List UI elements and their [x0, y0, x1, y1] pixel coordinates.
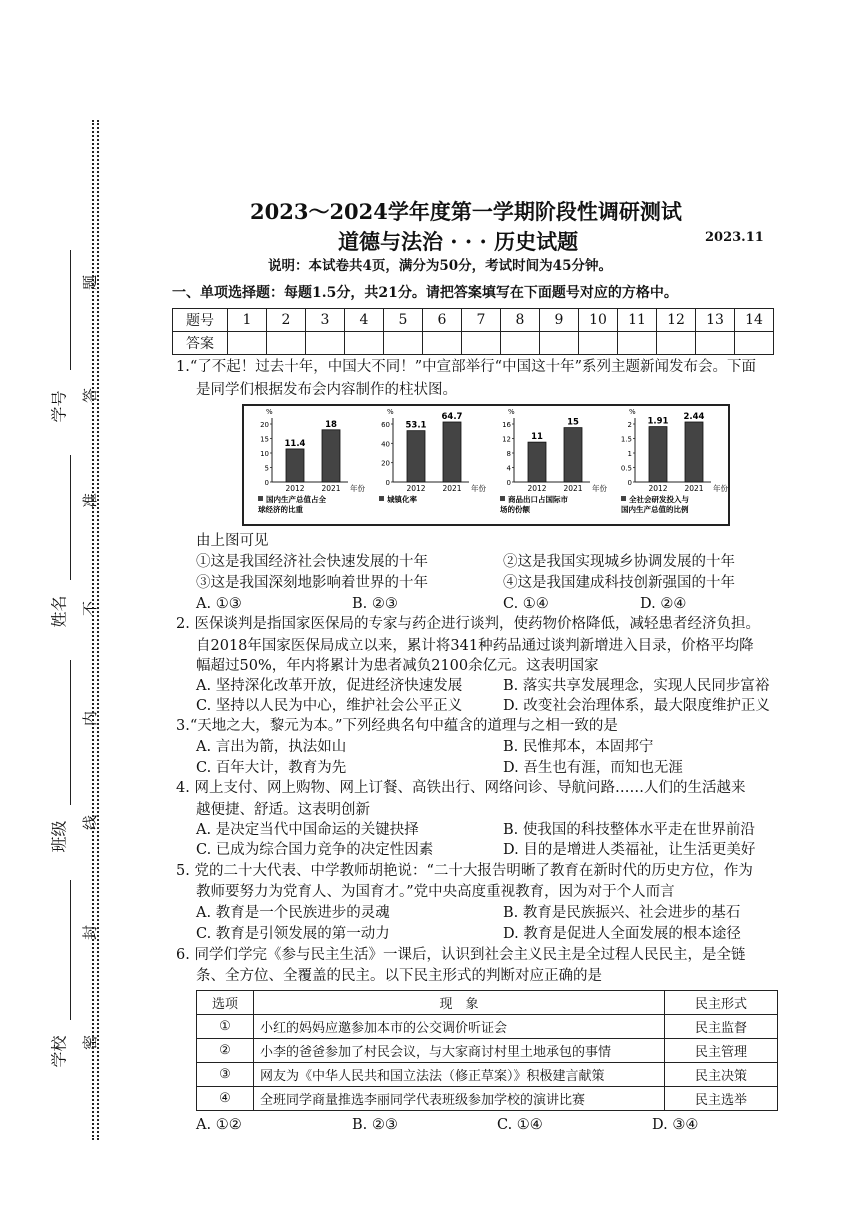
y-tick-label: 4	[506, 464, 511, 473]
field-school-label: 学校	[49, 1035, 69, 1068]
q6-header-phenomenon: 现 象	[254, 991, 665, 1015]
q1-statement-2: ②这是我国实现城乡协调发展的十年	[503, 554, 735, 570]
field-student-id-label: 学号	[49, 390, 69, 423]
x-axis-label: 年份	[350, 484, 365, 493]
q5-option-b[interactable]: B. 教育是民族振兴、社会进步的基石	[503, 905, 741, 921]
q2-option-c[interactable]: C. 坚持以人民为中心，维护社会公平正义	[196, 698, 463, 714]
q-number: 10	[579, 309, 618, 332]
bar	[564, 428, 582, 482]
row-phenomenon: 小红的妈妈应邀参加本市的公交调价听证会	[254, 1015, 665, 1039]
seal-char: 内	[81, 710, 100, 727]
field-class-label: 班级	[49, 820, 69, 853]
instructions: 说明：本试卷共4页，满分为50分，考试时间为45分钟。	[268, 258, 612, 274]
x-axis-label: 年份	[592, 484, 607, 493]
q-number: 12	[657, 309, 696, 332]
q2-option-a[interactable]: A. 坚持深化改革开放，促进经济快速发展	[196, 678, 463, 694]
school-blank[interactable]	[70, 880, 71, 1020]
bar	[443, 422, 461, 482]
student-id-blank[interactable]	[70, 250, 71, 370]
row-form: 民主选举	[665, 1087, 778, 1111]
q1-stem-line1: 1.“了不起！过去十年，中国大不同！”中宣部举行“中国这十年”系列主题新闻发布会。下面	[176, 359, 756, 375]
q3-option-c[interactable]: C. 百年大计，教育为先	[196, 760, 347, 776]
bar-value-label: 2.44	[683, 412, 705, 422]
q6-header-option: 选项	[197, 991, 254, 1015]
q3-option-b[interactable]: B. 民惟邦本，本固邦宁	[503, 739, 654, 755]
legend-text: 国内生产总值的比例	[621, 505, 689, 514]
q6-stem-line1: 6. 同学们学完《参与民主生活》一课后，认识到社会主义民主是全过程人民民主，是全链	[176, 947, 746, 963]
legend-text: 全社会研发投入与	[629, 495, 689, 504]
q4-stem-line2: 越便捷、舒适。这表明创新	[196, 802, 370, 818]
answer-cell[interactable]	[540, 332, 579, 355]
bar-value-label: 53.1	[405, 420, 427, 431]
x-axis-label: 年份	[471, 484, 486, 493]
legend-text: 球经济的比重	[258, 505, 303, 514]
q6-header-form: 民主形式	[665, 991, 778, 1015]
x-tick-label: 2012	[527, 484, 547, 493]
answer-cell[interactable]	[501, 332, 540, 355]
q1-statement-3: ③这是我国深刻地影响着世界的十年	[196, 575, 428, 591]
answer-cell[interactable]	[306, 332, 345, 355]
legend-text: 城镇化率	[387, 495, 417, 504]
y-tick-label: 20	[381, 459, 390, 468]
x-tick-label: 2012	[285, 484, 305, 493]
y-tick-label: 15	[260, 435, 269, 444]
table-row	[197, 1087, 778, 1111]
q4-option-d[interactable]: D. 目的是增进人类福祉，让生活更美好	[503, 842, 756, 858]
q-number: 6	[423, 309, 462, 332]
bar	[528, 442, 546, 482]
bar-value-label: 11	[531, 432, 543, 443]
q6-table	[196, 990, 778, 1111]
q-number: 11	[618, 309, 657, 332]
bar-value-label: 18	[325, 419, 337, 430]
y-tick-label: 16	[502, 421, 511, 429]
row-number: ④	[197, 1087, 254, 1111]
q2-stem-line1: 2. 医保谈判是指国家医保局的专家与药企进行谈判，使药物价格降低，减轻患者经济负担。	[176, 616, 760, 632]
q3-option-a[interactable]: A. 言出为箭，执法如山	[196, 739, 347, 755]
q6-stem-line2: 条、全方位、全覆盖的民主。以下民主形式的判断对应正确的是	[196, 968, 602, 984]
x-tick-label: 2021	[442, 484, 462, 493]
q2-stem-line2: 自2018年国家医保局成立以来，累计将341种药品通过谈判新增进入目录，价格平均降	[196, 638, 754, 654]
q6-table-header	[197, 991, 778, 1015]
answer-grid-number-row	[173, 309, 774, 332]
legend-swatch	[621, 496, 626, 501]
answer-grid	[172, 308, 774, 355]
row-phenomenon: 网友为《中华人民共和国立法法（修正草案）》积极建言献策	[254, 1063, 665, 1087]
y-tick-label: 0	[385, 479, 390, 487]
q5-option-d[interactable]: D. 教育是促进人全面发展的根本途径	[503, 926, 741, 942]
q1-bar-charts	[242, 404, 730, 526]
table-row	[197, 1015, 778, 1039]
q1-option-a[interactable]: A. ①③	[196, 596, 242, 612]
q6-option-b[interactable]: B. ②③	[352, 1117, 398, 1133]
field-name-label: 姓名	[49, 595, 69, 628]
q6-option-a[interactable]: A. ①②	[196, 1117, 242, 1133]
row-label-number: 题号	[173, 309, 228, 332]
q4-stem-line1: 4. 网上支付、网上购物、网上订餐、高铁出行、网络问诊、导航问路……人们的生活越来	[176, 780, 746, 796]
row-number: ①	[197, 1015, 254, 1039]
q5-stem-line2: 教师要努力为党育人、为国育才。”党中央高度重视教育，因为对于个人而言	[196, 884, 675, 900]
legend-swatch	[258, 496, 263, 501]
q-number: 9	[540, 309, 579, 332]
q2-option-d[interactable]: D. 改变社会治理体系，最大限度维护正义	[503, 698, 770, 714]
y-tick-label: 1	[627, 450, 632, 458]
table-row	[197, 1063, 778, 1087]
q4-option-a[interactable]: A. 是决定当代中国命运的关键抉择	[196, 822, 419, 838]
answer-cell[interactable]	[228, 332, 267, 355]
q3-option-d[interactable]: D. 吾生也有涯，而知也无涯	[503, 760, 683, 776]
bar	[407, 431, 425, 482]
name-blank[interactable]	[70, 455, 71, 580]
row-form: 民主监督	[665, 1015, 778, 1039]
q6-option-c[interactable]: C. ①④	[497, 1117, 543, 1133]
answer-cell[interactable]	[618, 332, 657, 355]
q5-stem-line1: 5. 党的二十大代表、中学教师胡艳说：“二十大报告明晰了教育在新时代的历史方位，作为	[176, 863, 753, 879]
exam-subtitle: 道德与法治 · · · 历史试题	[338, 229, 579, 254]
answer-cell[interactable]	[345, 332, 384, 355]
legend-text: 商品出口占国际市	[508, 495, 568, 504]
answer-cell[interactable]	[267, 332, 306, 355]
q-number: 14	[735, 309, 774, 332]
q-number: 2	[267, 309, 306, 332]
y-tick-label: 0	[627, 479, 632, 487]
q5-option-a[interactable]: A. 教育是一个民族进步的灵魂	[196, 905, 390, 921]
q3-stem: 3.“天地之大，黎元为本。”下列经典名句中蕴含的道理与之相一致的是	[176, 718, 618, 734]
q5-option-c[interactable]: C. 教育是引领发展的第一动力	[196, 926, 390, 942]
legend-swatch	[500, 496, 505, 501]
q1-lead: 由上图可见	[196, 533, 269, 549]
q-number: 8	[501, 309, 540, 332]
y-tick-label: 8	[506, 450, 511, 458]
legend-swatch	[379, 496, 384, 501]
legend-text: 国内生产总值占全	[266, 495, 326, 504]
x-axis-label: 年份	[713, 484, 728, 493]
y-tick-label: 40	[381, 440, 390, 449]
binding-dotted-line	[92, 120, 94, 1140]
q2-option-b[interactable]: B. 落实共享发展理念，实现人民同步富裕	[503, 678, 770, 694]
bar-value-label: 1.91	[647, 416, 669, 427]
bar	[286, 449, 304, 482]
q1-statement-4: ④这是我国建成科技创新强国的十年	[503, 575, 735, 591]
q6-option-d[interactable]: D. ③④	[652, 1117, 699, 1133]
q1-option-b[interactable]: B. ②③	[352, 596, 398, 612]
row-number: ②	[197, 1039, 254, 1063]
seal-char: 密	[81, 1034, 100, 1051]
row-number: ③	[197, 1063, 254, 1087]
q-number: 13	[696, 309, 735, 332]
q-number: 3	[306, 309, 345, 332]
x-tick-label: 2012	[406, 484, 426, 493]
x-tick-label: 2021	[563, 484, 583, 493]
y-unit-label: %	[387, 408, 394, 416]
row-form: 民主决策	[665, 1063, 778, 1087]
seal-char: 线	[81, 814, 100, 831]
y-tick-label: 0	[506, 479, 511, 487]
y-tick-label: 5	[264, 464, 269, 473]
answer-cell[interactable]	[735, 332, 774, 355]
answer-cell[interactable]	[657, 332, 696, 355]
row-phenomenon: 小李的爸爸参加了村民会议，与大家商讨村里土地承包的事情	[254, 1039, 665, 1063]
y-tick-label: 0	[264, 479, 269, 487]
q1-stem-line2: 是同学们根据发布会内容制作的柱状图。	[196, 382, 457, 398]
section1-heading: 一、单项选择题：每题1.5分，共21分。请把答案填写在下面题号对应的方格中。	[172, 285, 678, 301]
q4-option-c[interactable]: C. 已成为综合国力竞争的决定性因素	[196, 842, 434, 858]
y-unit-label: %	[266, 408, 273, 416]
y-tick-label: 10	[260, 450, 269, 458]
table-row	[197, 1039, 778, 1063]
answer-cell[interactable]	[384, 332, 423, 355]
answer-cell[interactable]	[462, 332, 501, 355]
y-tick-label: 20	[260, 421, 269, 429]
q1-option-d[interactable]: D. ②④	[640, 596, 687, 612]
seal-char: 答	[81, 387, 100, 404]
q2-stem-line3: 幅超过50%，年内将累计为患者减负2100余亿元。这表明国家	[196, 658, 599, 674]
seal-char: 题	[81, 274, 100, 291]
bar	[649, 427, 667, 482]
q-number: 1	[228, 309, 267, 332]
class-blank[interactable]	[70, 660, 71, 805]
x-tick-label: 2012	[648, 484, 668, 493]
seal-char: 准	[81, 492, 100, 509]
y-tick-label: 0.5	[620, 464, 632, 473]
answer-grid-answer-row	[173, 332, 774, 355]
q4-option-b[interactable]: B. 使我国的科技整体水平走在世界前沿	[503, 822, 755, 838]
q1-option-c[interactable]: C. ①④	[503, 596, 549, 612]
exam-date: 2023.11	[705, 230, 764, 245]
exam-title: 2023～2024学年度第一学期阶段性调研测试	[250, 199, 682, 224]
bar-value-label: 64.7	[441, 412, 463, 422]
bar	[322, 430, 340, 482]
y-tick-label: 1.5	[620, 435, 632, 444]
x-tick-label: 2021	[321, 484, 341, 493]
bar-value-label: 11.4	[284, 438, 306, 449]
q-number: 7	[462, 309, 501, 332]
row-phenomenon: 全班同学商量推选李丽同学代表班级参加学校的演讲比赛	[254, 1087, 665, 1111]
y-unit-label: %	[508, 408, 515, 416]
seal-char: 不	[81, 600, 100, 617]
q1-statement-1: ①这是我国经济社会快速发展的十年	[196, 554, 428, 570]
q-number: 5	[384, 309, 423, 332]
bar	[685, 422, 703, 482]
bar-value-label: 15	[567, 417, 579, 428]
answer-cell[interactable]	[579, 332, 618, 355]
answer-cell[interactable]	[696, 332, 735, 355]
answer-cell[interactable]	[423, 332, 462, 355]
binding-dotted-line-inner	[97, 120, 99, 1140]
q-number: 4	[345, 309, 384, 332]
x-tick-label: 2021	[684, 484, 704, 493]
y-tick-label: 12	[502, 435, 511, 444]
row-form: 民主管理	[665, 1039, 778, 1063]
y-unit-label: %	[629, 408, 636, 416]
legend-text: 场的份额	[500, 505, 530, 514]
y-tick-label: 2	[627, 421, 632, 429]
seal-char: 封	[81, 924, 100, 941]
y-tick-label: 60	[381, 421, 390, 429]
row-label-answer: 答案	[173, 332, 228, 355]
